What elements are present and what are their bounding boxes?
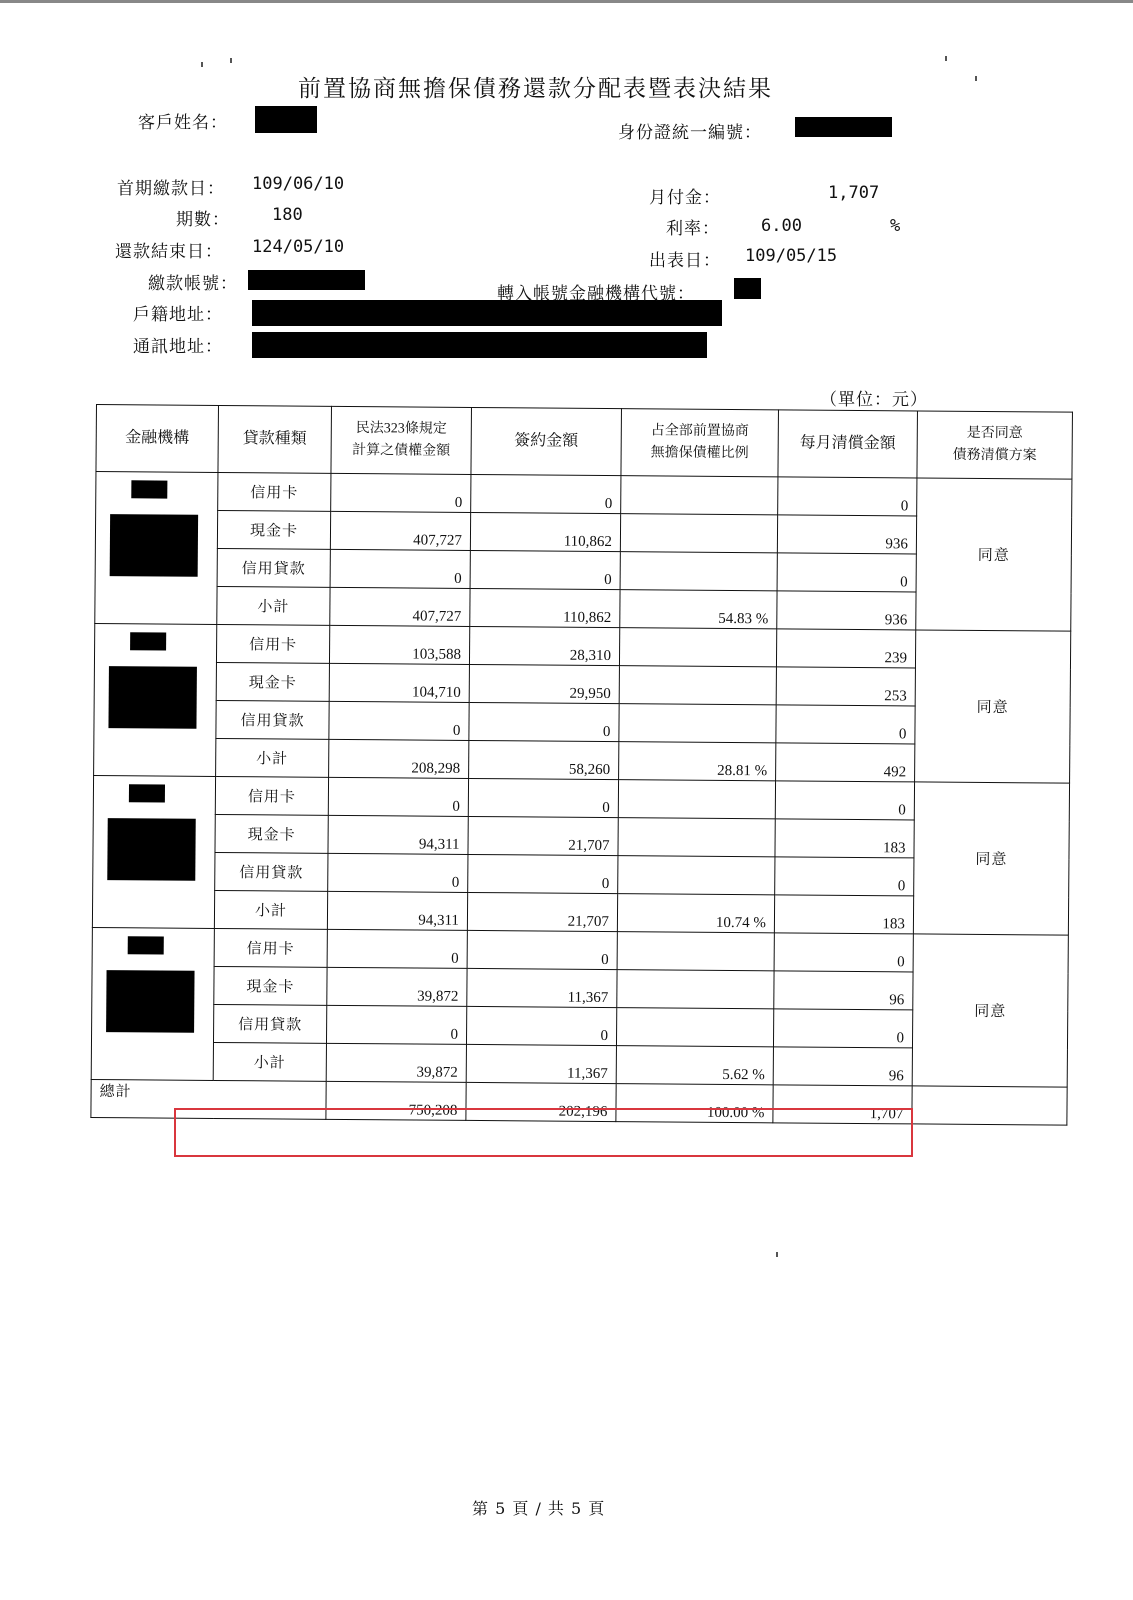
contract-amount: 110,862 — [470, 512, 620, 551]
loan-type-cash-card: 現金卡 — [214, 966, 327, 1005]
claim-amount: 104,710 — [329, 663, 469, 702]
scan-top-edge — [0, 0, 1133, 3]
claim-ratio — [618, 856, 775, 895]
payment-account-redaction — [248, 270, 365, 290]
header-agree-line1: 是否同意 — [966, 425, 1023, 442]
contract-amount: 0 — [468, 778, 618, 817]
header-claim-line2: 計算之債權金額 — [352, 443, 451, 459]
end-date-value: 124/05/10 — [252, 237, 345, 257]
monthly-repayment: 239 — [776, 629, 915, 668]
contract-amount: 11,367 — [466, 1044, 616, 1083]
monthly-repayment: 936 — [777, 591, 916, 630]
claim-amount: 0 — [327, 929, 467, 968]
scan-speck — [945, 56, 947, 61]
interest-rate-value: 6.00 — [761, 216, 802, 236]
monthly-repayment: 0 — [777, 553, 916, 592]
claim-ratio — [617, 932, 774, 971]
header-monthly-repayment: 每月清償金額 — [778, 410, 918, 478]
claim-amount: 0 — [329, 701, 469, 740]
total-agreement-cell — [912, 1086, 1067, 1125]
claim-amount: 94,311 — [328, 815, 468, 854]
contract-amount: 11,367 — [467, 968, 617, 1007]
monthly-repayment: 183 — [774, 895, 913, 934]
page-footer: 第 5 頁 / 共 5 頁 — [472, 1499, 606, 1518]
contract-amount: 29,950 — [469, 664, 619, 703]
loan-type-credit-card: 信用卡 — [215, 776, 328, 815]
bank-cell-1 — [95, 472, 218, 625]
claim-amount: 0 — [330, 549, 470, 588]
allocation-table — [90, 404, 1073, 1126]
contract-amount: 21,707 — [468, 816, 618, 855]
claim-ratio — [618, 780, 775, 819]
contract-amount: 28,310 — [469, 626, 619, 665]
document-title: 前置協商無擔保債務還款分配表暨表決結果 — [298, 76, 773, 102]
bank-code-redaction — [128, 936, 164, 954]
agreement-status: 同意 — [916, 478, 1072, 631]
claim-ratio: 5.62 % — [616, 1046, 773, 1085]
loan-type-cash-card: 現金卡 — [216, 662, 329, 701]
claim-ratio — [616, 1008, 773, 1047]
loan-type-credit-loan: 信用貸款 — [216, 700, 329, 739]
household-address-label: 戶籍地址： — [133, 305, 223, 325]
agreement-status: 同意 — [912, 934, 1068, 1087]
contract-amount: 110,862 — [470, 588, 620, 627]
loan-type-credit-loan: 信用貸款 — [213, 1004, 326, 1043]
header-institution: 金融機構 — [96, 405, 219, 473]
first-payment-label: 首期繳款日： — [117, 179, 225, 199]
claim-amount: 208,298 — [329, 739, 469, 778]
unit-label: （單位：元） — [820, 390, 928, 410]
loan-type-cash-card: 現金卡 — [215, 814, 328, 853]
scan-speck — [975, 76, 977, 81]
claim-amount: 0 — [331, 473, 471, 512]
claim-ratio — [620, 514, 777, 553]
bank-name-redaction — [106, 970, 194, 1033]
monthly-repayment: 183 — [775, 819, 914, 858]
first-payment-value: 109/06/10 — [252, 174, 345, 194]
periods-label: 期數： — [176, 210, 230, 230]
monthly-repayment: 96 — [774, 971, 913, 1010]
monthly-repayment: 0 — [775, 781, 914, 820]
total-contract-amount: 202,196 — [466, 1082, 616, 1121]
payment-account-label: 繳款帳號： — [148, 274, 238, 294]
claim-amount: 39,872 — [327, 967, 467, 1006]
transfer-bank-code-redaction — [734, 278, 761, 299]
agreement-status: 同意 — [915, 630, 1071, 783]
bank-name-redaction — [108, 666, 196, 729]
bank-cell-2 — [94, 623, 217, 776]
scan-speck — [776, 1252, 778, 1257]
bank-cell-3 — [92, 775, 215, 928]
monthly-repayment: 936 — [777, 515, 916, 554]
transfer-bank-code-label: 轉入帳號金融機構代號： — [497, 284, 695, 304]
scan-speck — [201, 62, 203, 67]
header-ratio — [621, 409, 779, 477]
issue-date-value: 109/05/15 — [745, 246, 838, 266]
claim-ratio: 10.74 % — [617, 894, 774, 933]
claim-ratio — [617, 970, 774, 1009]
loan-type-credit-loan: 信用貸款 — [215, 852, 328, 891]
bank-cell-4 — [91, 927, 214, 1080]
id-number-redaction — [795, 117, 892, 137]
monthly-repayment: 0 — [774, 933, 913, 972]
contract-amount: 21,707 — [467, 892, 617, 931]
loan-type-subtotal: 小計 — [214, 890, 327, 929]
bank-code-redaction — [129, 784, 165, 802]
loan-type-subtotal: 小計 — [213, 1042, 326, 1081]
header-ratio-line1: 占全部前置協商 — [650, 423, 749, 440]
loan-type-subtotal: 小計 — [216, 738, 329, 777]
scan-speck — [230, 58, 232, 63]
contract-amount: 0 — [467, 930, 617, 969]
contract-amount: 0 — [471, 474, 621, 513]
bank-code-redaction — [131, 480, 167, 498]
claim-ratio — [621, 476, 778, 515]
total-monthly-repayment: 1,707 — [773, 1085, 912, 1124]
claim-amount: 0 — [328, 853, 468, 892]
claim-amount: 0 — [326, 1005, 466, 1044]
claim-ratio: 54.83 % — [620, 590, 777, 629]
loan-type-credit-loan: 信用貸款 — [217, 548, 330, 587]
end-date-label: 還款結束日： — [115, 242, 223, 262]
interest-rate-label: 利率： — [666, 219, 720, 239]
claim-ratio: 28.81 % — [619, 742, 776, 781]
periods-value: 180 — [272, 205, 303, 225]
interest-rate-unit: % — [890, 216, 901, 236]
header-contract-amount: 簽約金額 — [471, 407, 622, 475]
claim-ratio — [618, 818, 775, 857]
agreement-status: 同意 — [913, 782, 1069, 935]
loan-type-credit-card: 信用卡 — [216, 624, 329, 663]
monthly-repayment: 0 — [773, 1009, 912, 1048]
monthly-repayment: 492 — [776, 743, 915, 782]
contract-amount: 58,260 — [469, 740, 619, 779]
contract-amount: 0 — [469, 702, 619, 741]
monthly-payment-label: 月付金： — [649, 188, 721, 208]
mailing-address-redaction — [252, 332, 707, 358]
monthly-repayment: 253 — [776, 667, 915, 706]
contract-amount: 0 — [470, 550, 620, 589]
header-loan-type: 貸款種類 — [218, 405, 332, 473]
claim-amount: 0 — [328, 777, 468, 816]
monthly-repayment: 0 — [778, 477, 917, 516]
issue-date-label: 出表日： — [649, 251, 721, 271]
bank-name-redaction — [110, 514, 198, 577]
header-agree-line2: 債務清償方案 — [952, 447, 1037, 464]
loan-type-credit-card: 信用卡 — [218, 472, 331, 511]
loan-type-credit-card: 信用卡 — [214, 928, 327, 967]
monthly-repayment: 96 — [773, 1047, 912, 1086]
header-claim-line1: 民法323條規定 — [355, 421, 447, 437]
id-number-label: 身份證統一編號： — [618, 123, 762, 143]
total-row-highlight — [174, 1108, 913, 1157]
monthly-payment-value: 1,707 — [828, 183, 880, 203]
claim-amount: 407,727 — [330, 587, 470, 626]
claim-ratio — [620, 552, 777, 591]
claim-amount: 407,727 — [330, 511, 470, 550]
monthly-repayment: 0 — [776, 705, 915, 744]
claim-ratio — [619, 666, 776, 705]
monthly-repayment: 0 — [775, 857, 914, 896]
contract-amount: 0 — [466, 1006, 616, 1045]
bank-name-redaction — [107, 818, 195, 881]
total-claim-amount: 750,208 — [326, 1081, 466, 1120]
loan-type-subtotal: 小計 — [217, 586, 330, 625]
claim-amount: 94,311 — [327, 891, 467, 930]
bank-code-redaction — [130, 632, 166, 650]
total-ratio: 100.00 % — [616, 1084, 773, 1123]
mailing-address-label: 通訊地址： — [133, 337, 223, 357]
customer-name-redaction — [255, 106, 317, 133]
customer-name-label: 客戶姓名： — [138, 113, 228, 133]
contract-amount: 0 — [468, 854, 618, 893]
table-header-row — [96, 405, 1072, 480]
claim-amount: 103,588 — [329, 625, 469, 664]
total-label: 總計 — [91, 1079, 326, 1119]
header-agreement — [917, 411, 1073, 479]
claim-ratio — [619, 704, 776, 743]
loan-type-cash-card: 現金卡 — [217, 510, 330, 549]
header-ratio-line2: 無擔保債權比例 — [650, 445, 749, 462]
claim-amount: 39,872 — [326, 1043, 466, 1082]
header-claim-amount — [331, 406, 472, 474]
claim-ratio — [619, 628, 776, 667]
